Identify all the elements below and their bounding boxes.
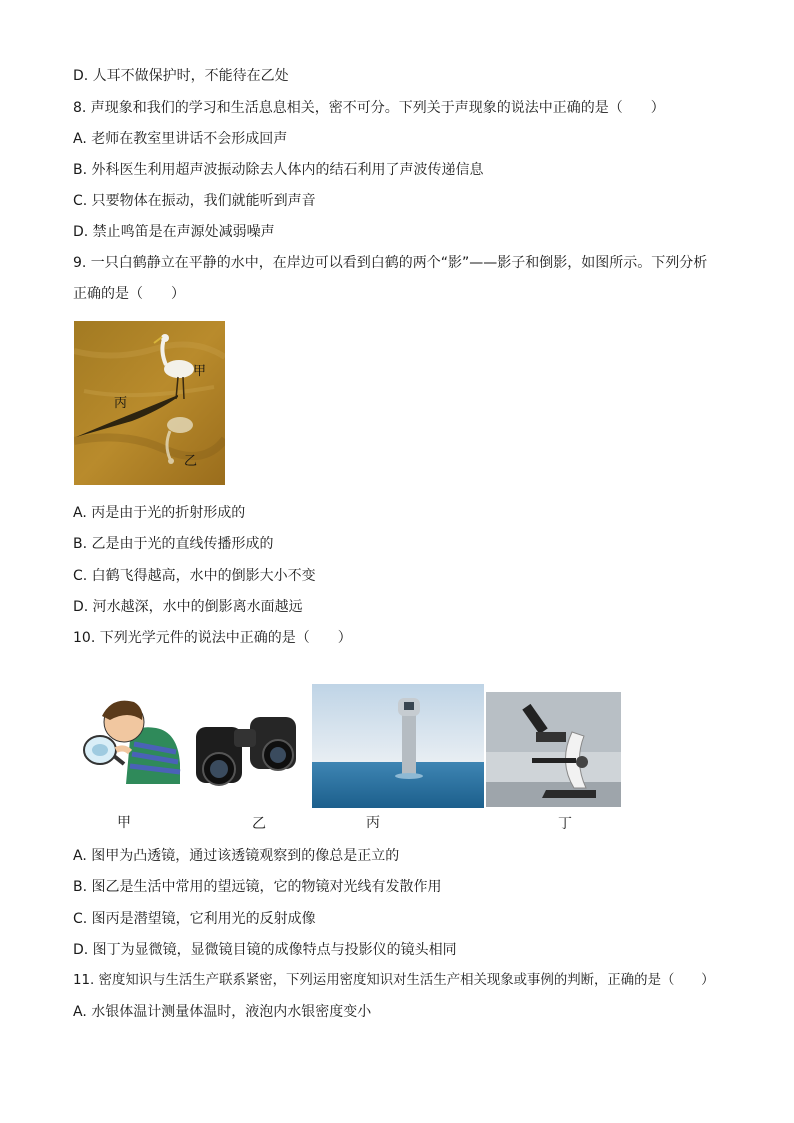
q11-option-a: A. 水银体温计测量体温时，液泡内水银密度变小 bbox=[73, 1004, 372, 1020]
q10-option-c: C. 图丙是潜望镜，它利用光的反射成像 bbox=[73, 911, 316, 927]
label-yi: 乙 bbox=[184, 454, 198, 469]
q10-stem: 10. 下列光学元件的说法中正确的是（ ） bbox=[73, 630, 352, 646]
q8-option-c: C. 只要物体在振动，我们就能听到声音 bbox=[73, 193, 316, 209]
crane-figure bbox=[74, 321, 225, 485]
q10-option-a: A. 图甲为凸透镜，通过该透镜观察到的像总是正立的 bbox=[73, 848, 400, 864]
image-jia-magnifier bbox=[72, 694, 184, 786]
q8-option-d: D. 禁止鸣笛是在声源处减弱噪声 bbox=[73, 224, 275, 240]
q8-option-a: A. 老师在教室里讲话不会形成回声 bbox=[73, 131, 288, 147]
image-bing-periscope bbox=[312, 684, 484, 808]
caption-ding: 丁 bbox=[558, 816, 572, 832]
q11-stem: 11. 密度知识与生活生产联系紧密，下列运用密度知识对生活生产相关现象或事例的判断，正确的是（ ） bbox=[73, 973, 715, 988]
caption-jia: 甲 bbox=[117, 815, 131, 831]
q10-option-d: D. 图丁为显微镜，显微镜目镜的成像特点与投影仪的镜头相同 bbox=[73, 942, 457, 958]
image-yi-binoculars bbox=[186, 707, 310, 789]
q8-stem: 8. 声现象和我们的学习和生活息息相关，密不可分。下列关于声现象的说法中正确的是（ ） bbox=[73, 100, 665, 116]
q9-option-c: C. 白鹤飞得越高，水中的倒影大小不变 bbox=[73, 568, 316, 584]
q10-option-b: B. 图乙是生活中常用的望远镜，它的物镜对光线有发散作用 bbox=[73, 879, 442, 895]
label-bing: 丙 bbox=[114, 396, 128, 411]
q9-stem-line2: 正确的是（ ） bbox=[73, 286, 185, 302]
label-jia: 甲 bbox=[193, 364, 207, 379]
q7-option-d: D. 人耳不做保护时，不能待在乙处 bbox=[73, 68, 289, 84]
caption-bing: 丙 bbox=[366, 815, 380, 831]
q9-option-a: A. 丙是由于光的折射形成的 bbox=[73, 505, 246, 521]
caption-yi: 乙 bbox=[252, 816, 266, 832]
q9-stem-line1: 9. 一只白鹤静立在平静的水中，在岸边可以看到白鹤的两个“影”——影子和倒影，如图所示。下列分析 bbox=[73, 255, 708, 271]
q9-option-b: B. 乙是由于光的直线传播形成的 bbox=[73, 536, 274, 552]
q8-option-b: B. 外科医生利用超声波振动除去人体内的结石利用了声波传递信息 bbox=[73, 162, 484, 178]
q9-option-d: D. 河水越深，水中的倒影离水面越远 bbox=[73, 599, 303, 615]
image-ding-microscope bbox=[486, 692, 621, 807]
